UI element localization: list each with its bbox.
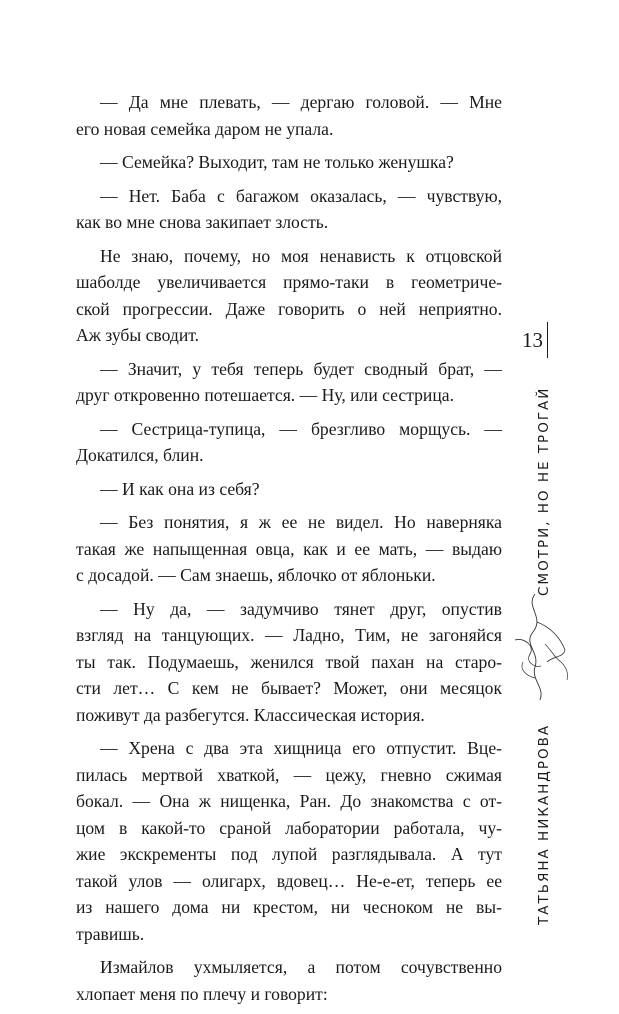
text-line: травишь.	[76, 923, 145, 944]
text-line: друг откровенно потешается. — Ну, или сестрица.	[76, 385, 454, 405]
text-line: жие экскременты под лупой разглядывала. А тут	[76, 844, 502, 864]
text-line: пилась мертвой хваткой, — цежу, гневно сжимая	[76, 764, 502, 785]
text-line: ской прогрессии. Даже говорить о ней неприятно.	[76, 298, 502, 319]
text-line: Аж зубы сводит.	[76, 325, 199, 345]
text-line: Докатился, блин.	[76, 445, 204, 465]
paragraph	[76, 509, 502, 589]
body-text	[76, 89, 502, 1014]
text-line: — Да мне плевать, — дергаю головой. — Мне	[100, 92, 502, 112]
text-line: как во мне снова закипает злость.	[76, 212, 329, 232]
text-line: такой улов — олигарх, вдовец… Не-е-ет, теперь ее	[76, 870, 502, 891]
paragraph	[76, 476, 502, 503]
text-line: из нашего дома ни крестом, ни чесноком не вы-	[76, 897, 502, 917]
hand-drawn-ornament-icon	[505, 592, 575, 702]
text-line: цом в какой-то сраной лаборатории работала, чу-	[76, 817, 502, 838]
text-line: Измайлов ухмыляется, а потом сочувственно	[100, 957, 502, 977]
text-line: с досадой. — Сам знаешь, яблочко от яблоньки.	[76, 565, 436, 585]
paragraph	[76, 596, 502, 729]
text-line: хлопает меня по плечу и говорит:	[76, 983, 328, 1004]
running-head-author: ТАТЬЯНА НИКАНДРОВА	[536, 723, 552, 925]
text-line: — Значит, у тебя теперь будет сводный брат, —	[100, 358, 502, 379]
text-line: — Семейка? Выходит, там не только женушка?	[100, 152, 454, 172]
text-line: ты так. Подумаешь, женился твой пахан на старо-	[76, 651, 502, 672]
running-head-book-title: СМОТРИ, НО НЕ ТРОГАЙ	[536, 386, 552, 596]
text-line: — Нет. Баба с багажом оказалась, — чувствую,	[100, 185, 502, 206]
text-line: — Без понятия, я ж ее не видел. Но наверняка	[100, 512, 502, 532]
text-line: сти лет… С кем не бывает? Может, они месяцок	[76, 678, 502, 698]
paragraph	[76, 735, 502, 947]
text-line: поживут да разбегутся. Классическая история.	[76, 704, 425, 725]
text-line: его новая семейка даром не упала.	[76, 118, 334, 139]
page-number: 13	[514, 322, 548, 358]
paragraph	[76, 89, 502, 142]
paragraph	[76, 416, 502, 469]
text-line: взгляд на танцующих. — Ладно, Тим, не загоняйся	[76, 625, 502, 645]
paragraph	[76, 183, 502, 236]
text-line: — Хрена с два эта хищница его отпустит. Вце-	[100, 738, 502, 758]
text-line: Не знаю, почему, но моя ненависть к отцовской	[100, 245, 502, 266]
text-line: шаболде увеличивается прямо-таки в геометриче-	[76, 272, 502, 292]
text-line: бокал. — Она ж нищенка, Ран. До знакомства с от-	[76, 791, 502, 811]
text-line: — Сестрица-тупица, — брезгливо морщусь. —	[100, 418, 502, 439]
paragraph	[76, 149, 502, 176]
paragraph	[76, 954, 502, 1007]
paragraph	[76, 243, 502, 349]
text-line: — И как она из себя?	[100, 478, 260, 499]
paragraph	[76, 356, 502, 409]
text-line: — Ну да, — задумчиво тянет друг, опустив	[100, 598, 502, 619]
text-line: такая же напыщенная овца, как и ее мать, — выдаю	[76, 538, 502, 559]
